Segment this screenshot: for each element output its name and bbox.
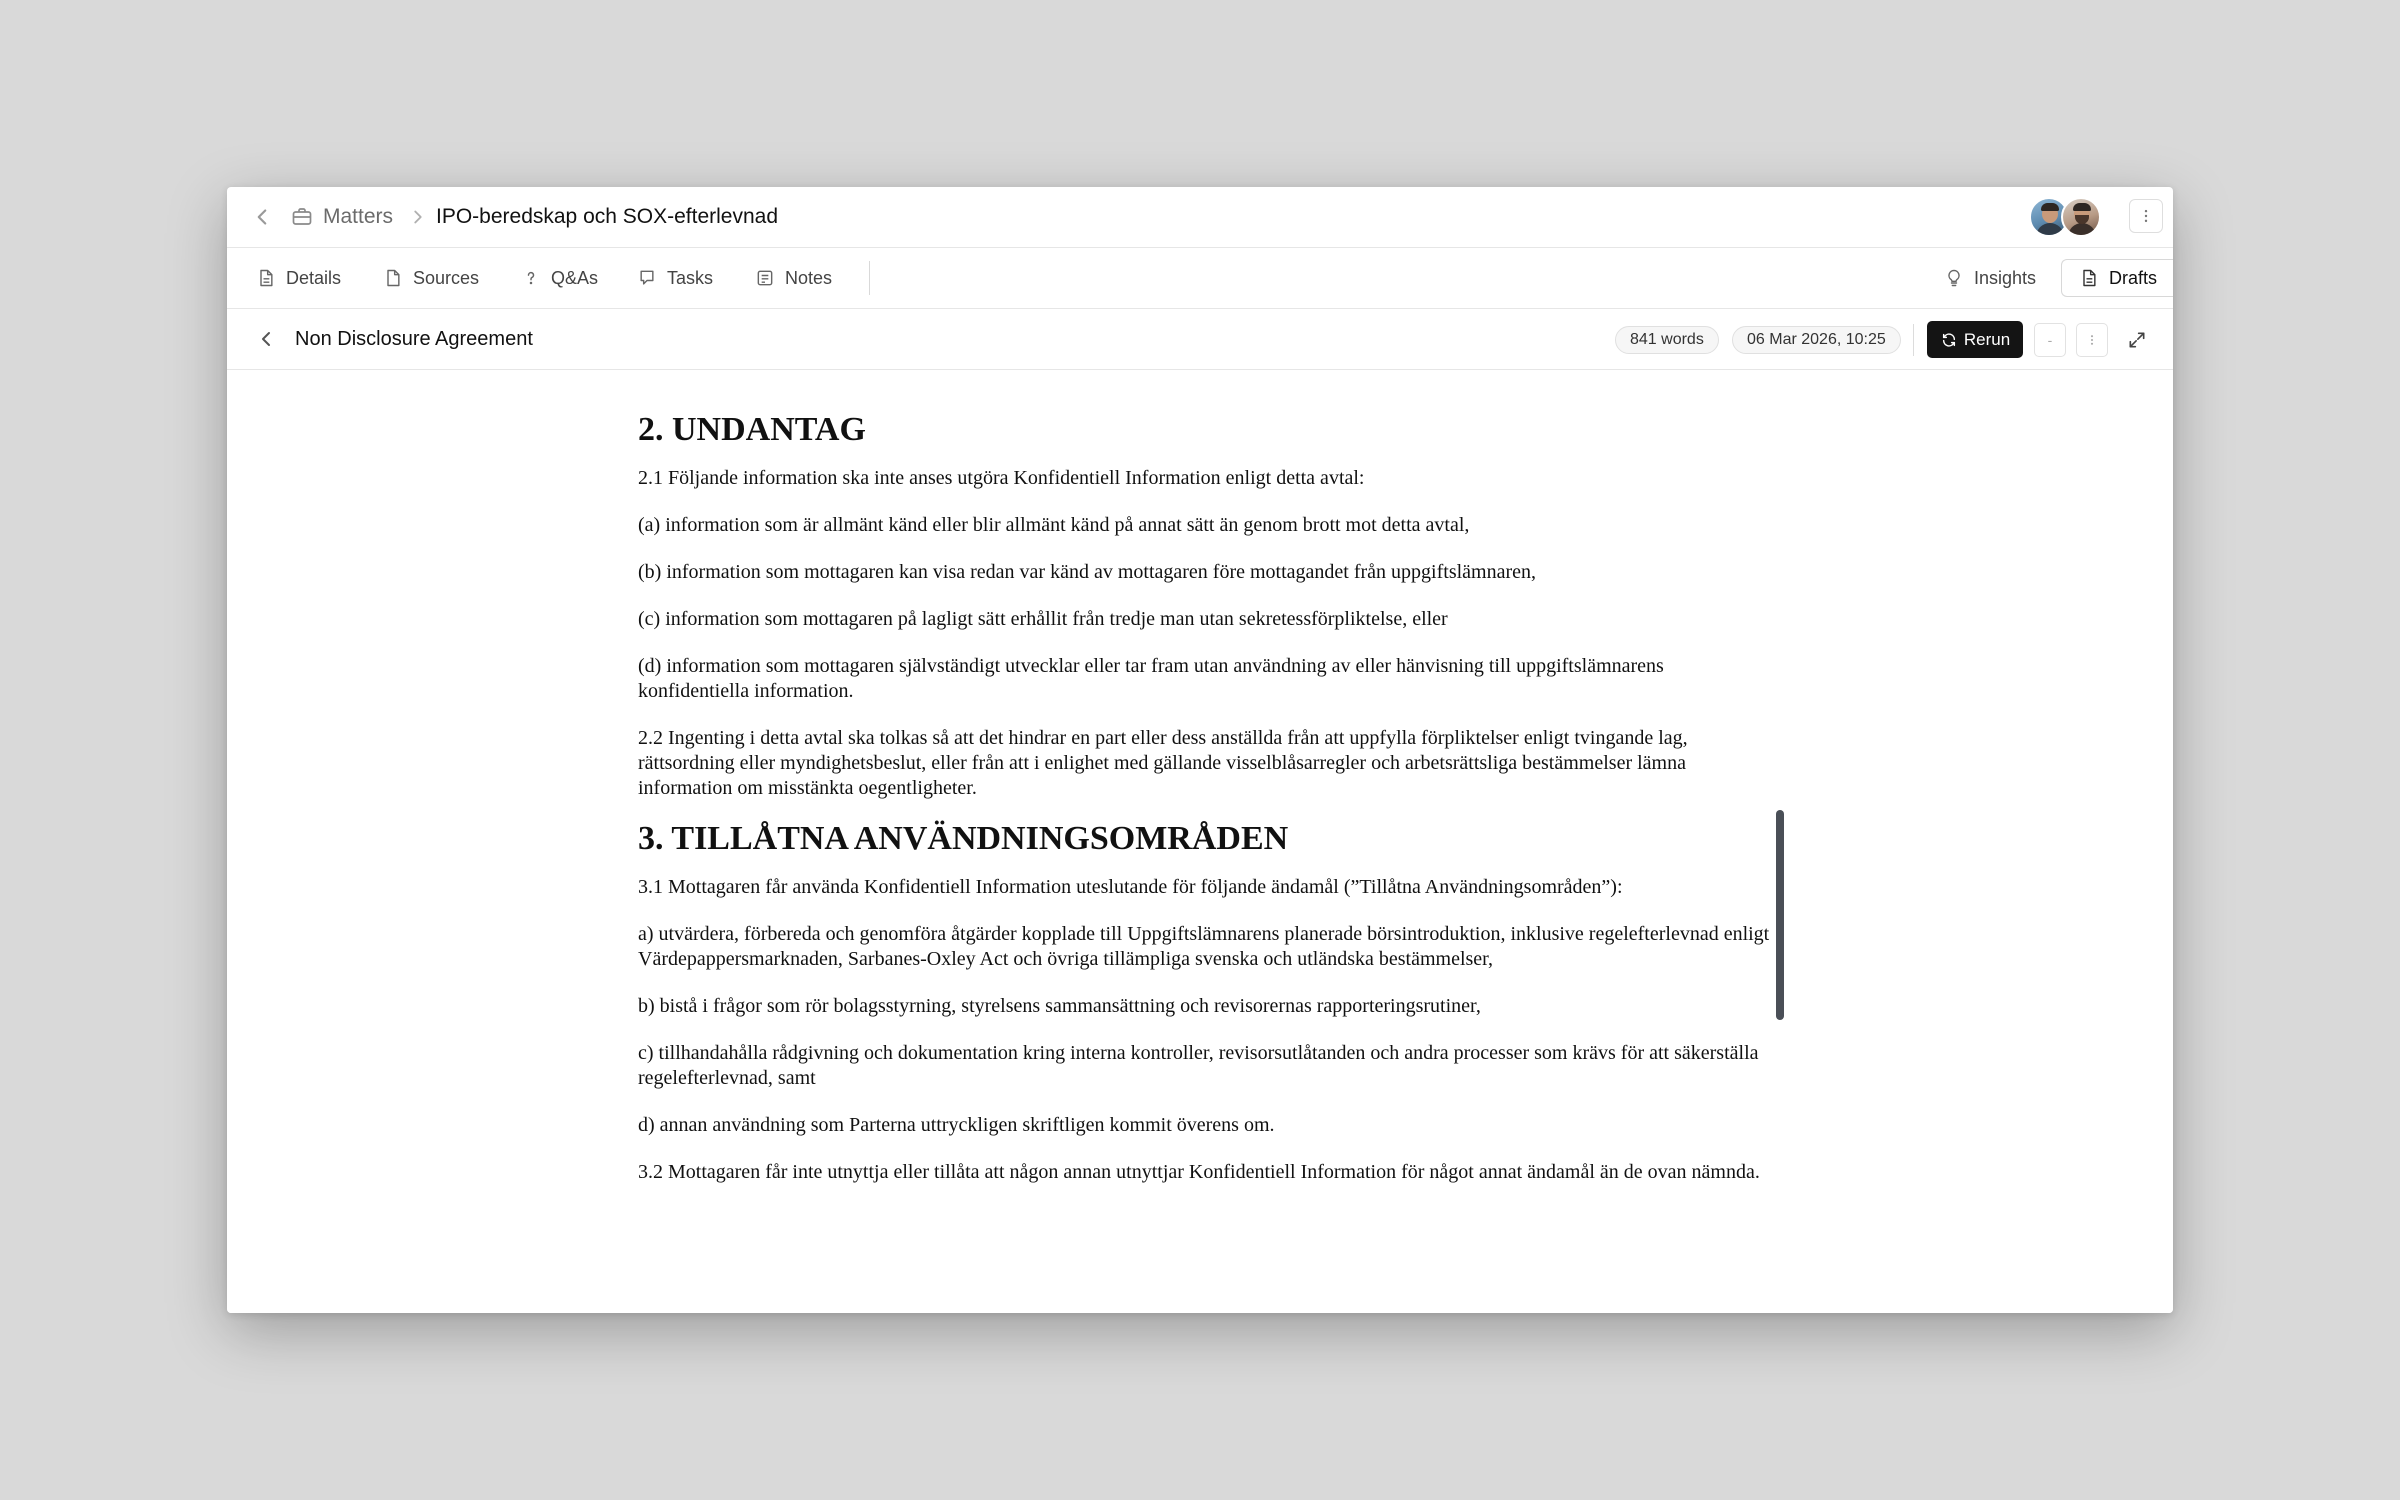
- page-title: IPO-beredskap och SOX-efterlevnad: [436, 205, 779, 228]
- more-vertical-icon[interactable]: [2129, 199, 2163, 233]
- paragraph: 2.1 Följande information ska inte anses utgöra Konfidentiell Information enligt detta avtal:: [638, 467, 1365, 489]
- chevron-left-icon[interactable]: [249, 204, 275, 230]
- breadcrumb-matters[interactable]: Matters: [323, 205, 394, 228]
- more-vertical-icon: [2085, 333, 2099, 347]
- tab-qas[interactable]: [520, 262, 598, 294]
- more-options-button[interactable]: [2076, 323, 2108, 357]
- avatar[interactable]: [2061, 197, 2101, 237]
- tab-label: Insights: [1974, 267, 2037, 288]
- tab-divider: [869, 261, 870, 295]
- title-bar: [227, 187, 2173, 248]
- tab-label: Details: [286, 267, 342, 288]
- tab-label: Sources: [413, 267, 480, 288]
- lightbulb-icon: [1943, 267, 1965, 289]
- paragraph: 2.2 Ingenting i detta avtal ska tolkas så att det hindrar en part eller dess anställda från att uppfylla förpliktelser enligt tvingande lag, rättsordning eller myndighetsbeslut, eller från att i enlighet med gällande visselblåsarregler och arbetsrättsliga bestämmelser lämna information om misstänkta oegentligheter.: [638, 727, 1688, 799]
- tab-tasks[interactable]: [636, 262, 713, 294]
- paragraph: 3.1 Mottagaren får använda Konfidentiell Information uteslutande för följande ändamål (”Tillåtna Användningsområden”):: [638, 876, 1623, 898]
- tab-label: Notes: [785, 267, 833, 288]
- paragraph: d) annan användning som Parterna uttryckligen skriftligen kommit överens om.: [638, 1114, 1275, 1136]
- refresh-icon: [1940, 331, 1958, 349]
- notes-icon: [754, 267, 776, 289]
- rerun-button[interactable]: [1927, 321, 2023, 358]
- paragraph: c) tillhandahålla rådgivning och dokumentation kring interna kontroller, revisorsutlåtanden och andra processer som krävs för att säkerställa regelefterlevnad, samt: [638, 1042, 1759, 1089]
- question-icon: [520, 267, 542, 289]
- file-icon: [382, 267, 404, 289]
- paragraph: a) utvärdera, förbereda och genomföra åtgärder kopplade till Uppgiftslämnarens planerade börsintroduktion, inklusive regelefterlevnad enligt Värdepappersmarknaden, Sarbanes-Oxley Act och övriga tillämpliga svenska och utländska bestämmelser,: [638, 923, 1770, 970]
- paragraph: (b) information som mottagaren kan visa redan var känd av mottagaren före mottagandet från uppgiftslämnaren,: [638, 561, 1537, 583]
- tab-sources[interactable]: [382, 262, 479, 294]
- scroll-fade: [227, 1283, 2173, 1313]
- paragraph: b) bistå i frågor som rör bolagsstyrning, styrelsens sammansättning och revisorernas rapporteringsrutiner,: [638, 995, 1481, 1017]
- tab-notes[interactable]: [754, 262, 832, 294]
- paragraph: (d) information som mottagaren självständigt utvecklar eller tar fram utan användning av eller hänvisning till uppgiftslämnarens konfidentiella information.: [638, 655, 1664, 702]
- chevron-right-icon: [405, 204, 431, 230]
- app-window: [227, 187, 2173, 1313]
- task-icon: [636, 267, 658, 289]
- word-count-badge: 841 words: [1615, 326, 1719, 354]
- document-body: [638, 410, 1994, 1207]
- chevron-left-icon[interactable]: [253, 326, 279, 352]
- document-header: [227, 309, 2173, 370]
- minus-label: -: [2047, 332, 2053, 348]
- tab-label: Q&As: [551, 267, 599, 288]
- paragraph: 3.2 Mottagaren får inte utnyttja eller tillåta att någon annan utnyttjar Konfidentiell Information för något annat ändamål än de ovan nämnda.: [638, 1161, 1760, 1183]
- rerun-label: Rerun: [1963, 329, 2011, 349]
- document-viewer[interactable]: [227, 370, 2173, 1313]
- collaborator-avatars[interactable]: [2029, 197, 2101, 237]
- tab-drafts[interactable]: [2061, 259, 2173, 297]
- tab-insights[interactable]: [1943, 262, 2036, 294]
- divider: [1913, 324, 1914, 356]
- tab-details[interactable]: [255, 262, 341, 294]
- paragraph: (c) information som mottagaren på lagligt sätt erhållit från tredje man utan sekretessförpliktelse, eller: [638, 608, 1448, 630]
- paragraph: (a) information som är allmänt känd eller blir allmänt känd på annat sätt än genom brott mot detta avtal,: [638, 514, 1470, 536]
- section-heading: 2. UNDANTAG: [638, 411, 866, 448]
- timestamp-badge: 06 Mar 2026, 10:25: [1732, 326, 1901, 354]
- document-title: Non Disclosure Agreement: [295, 328, 533, 350]
- draft-icon: [2078, 267, 2100, 289]
- minus-button[interactable]: [2034, 323, 2066, 357]
- section-heading: 3. TILLÅTNA ANVÄNDNINGSOMRÅDEN: [638, 820, 1289, 857]
- tab-label: Drafts: [2109, 267, 2158, 288]
- expand-icon[interactable]: [2123, 326, 2151, 354]
- scrollbar-thumb[interactable]: [1776, 810, 1784, 1020]
- tab-label: Tasks: [667, 267, 714, 288]
- briefcase-icon: [289, 204, 315, 230]
- document-icon: [255, 267, 277, 289]
- tab-bar: [227, 248, 2173, 309]
